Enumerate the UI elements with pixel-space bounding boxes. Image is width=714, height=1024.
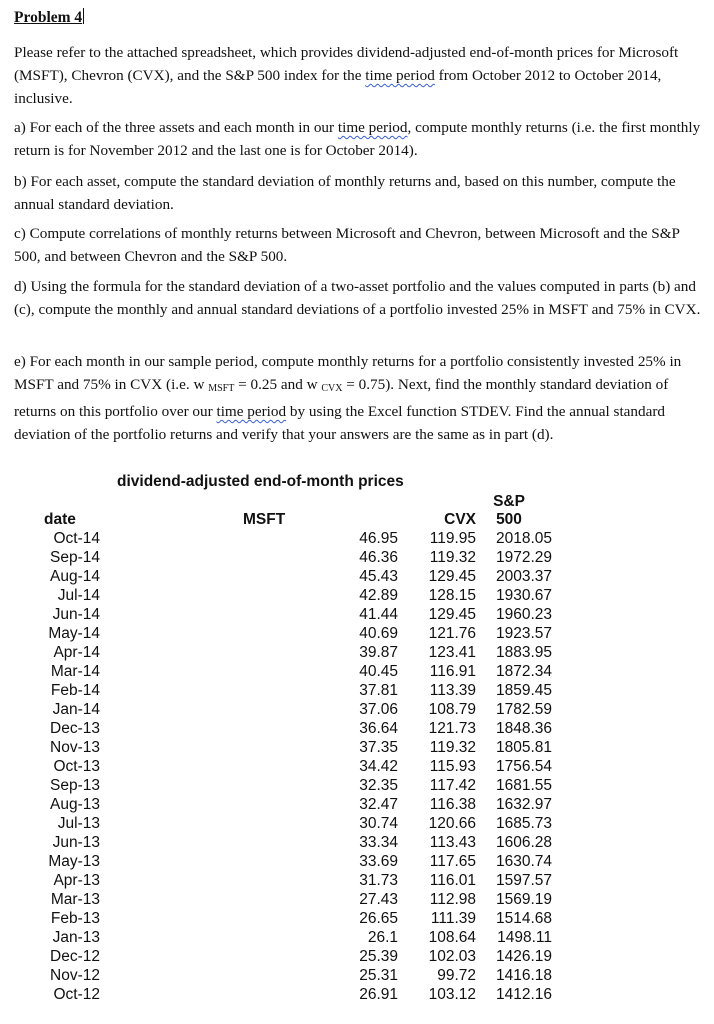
cell-date: May-14 xyxy=(48,625,100,642)
header-sp-line2: 500 xyxy=(496,511,522,528)
cell-sp500: 2003.37 xyxy=(495,568,552,585)
cell-cvx: 116.01 xyxy=(429,872,476,889)
cell-sp500: 1972.29 xyxy=(495,549,552,566)
header-sp-line1: S&P xyxy=(493,493,525,510)
cell-date: Apr-13 xyxy=(53,872,100,889)
intro-text-1: Please refer to the attached spreadsheet, which provides dividend-adjusted end-of-month prices for Microsoft (MSFT), Chevron (CVX), and the S&P 500 index for the xyxy=(14,44,679,84)
cell-sp500: 1756.54 xyxy=(495,758,552,775)
header-cvx: CVX xyxy=(444,511,476,528)
cell-cvx: 129.45 xyxy=(428,568,476,585)
cell-sp500: 1569.19 xyxy=(495,891,552,908)
cell-cvx: 112.98 xyxy=(429,891,476,908)
cell-cvx: 117.65 xyxy=(429,853,476,870)
cell-cvx: 121.73 xyxy=(428,720,476,737)
cell-cvx: 123.41 xyxy=(428,644,476,661)
cell-date: Jan-14 xyxy=(52,701,100,718)
cell-date: Mar-14 xyxy=(50,663,100,680)
cell-cvx: 113.39 xyxy=(429,682,476,699)
cell-date: Oct-13 xyxy=(53,758,100,775)
cell-date: Jan-13 xyxy=(52,929,100,946)
part-a-text-2: , compute monthly returns (i.e. the first monthly return is for November 2012 and the last one is for October 2014). xyxy=(14,119,701,159)
cell-msft: 25.39 xyxy=(359,948,398,965)
cell-sp500: 1426.19 xyxy=(495,948,552,965)
cell-cvx: 119.32 xyxy=(429,739,476,756)
cell-sp500: 1685.73 xyxy=(495,815,552,832)
cell-cvx: 108.64 xyxy=(428,929,476,946)
cell-msft: 39.87 xyxy=(359,644,398,661)
cell-msft: 45.43 xyxy=(359,568,398,585)
cell-msft: 32.35 xyxy=(359,777,398,794)
cell-msft: 36.64 xyxy=(359,720,398,737)
cell-date: Mar-13 xyxy=(50,891,100,908)
cell-date: Jun-13 xyxy=(52,834,100,851)
cell-date: Dec-13 xyxy=(50,720,100,737)
header-msft: MSFT xyxy=(243,511,286,528)
cell-date: Apr-14 xyxy=(53,644,100,661)
cell-msft: 25.31 xyxy=(359,967,398,984)
cell-msft: 37.06 xyxy=(359,701,398,718)
part-a-spellcheck-phrase: time period xyxy=(337,119,408,136)
cell-sp500: 1883.95 xyxy=(495,644,552,661)
cell-date: Nov-12 xyxy=(50,967,100,984)
cell-cvx: 116.91 xyxy=(429,663,476,680)
intro-spellcheck-phrase: time period xyxy=(365,67,435,84)
cell-cvx: 119.32 xyxy=(429,549,476,566)
cell-cvx: 129.45 xyxy=(428,606,476,623)
cell-sp500: 1498.11 xyxy=(497,929,552,946)
cell-sp500: 1632.97 xyxy=(495,796,552,813)
cell-sp500: 1597.57 xyxy=(495,872,552,889)
cell-date: Feb-13 xyxy=(50,910,100,927)
cell-msft: 26.65 xyxy=(359,910,398,927)
part-e-spellcheck-phrase: time period xyxy=(216,403,287,420)
cell-sp500: 1681.55 xyxy=(495,777,552,794)
cell-sp500: 1930.67 xyxy=(495,587,552,604)
cell-sp500: 1416.18 xyxy=(495,967,552,984)
cell-sp500: 1872.34 xyxy=(495,663,552,680)
cell-date: Aug-14 xyxy=(50,568,100,585)
cell-msft: 30.74 xyxy=(359,815,398,832)
cell-msft: 32.47 xyxy=(359,796,398,813)
cell-cvx: 116.38 xyxy=(429,796,476,813)
cell-cvx: 119.95 xyxy=(429,530,476,547)
cell-cvx: 103.12 xyxy=(428,986,476,1003)
part-e-text-2: = 0.25 and w xyxy=(234,376,322,393)
cell-sp500: 1606.28 xyxy=(495,834,552,851)
cell-msft: 26.91 xyxy=(359,986,398,1003)
cell-sp500: 1782.59 xyxy=(495,701,552,718)
cell-msft: 33.69 xyxy=(359,853,398,870)
cell-date: Oct-12 xyxy=(53,986,100,1003)
cell-sp500: 1630.74 xyxy=(495,853,552,870)
cell-msft: 40.69 xyxy=(359,625,398,642)
cell-date: Feb-14 xyxy=(50,682,100,699)
cell-sp500: 1960.23 xyxy=(495,606,552,623)
cell-sp500: 1514.68 xyxy=(495,910,552,927)
part-a-text-1: a) For each of the three assets and each month in our xyxy=(14,119,338,136)
cell-sp500: 1859.45 xyxy=(495,682,552,699)
part-c-paragraph: c) Compute correlations of monthly returns between Microsoft and Chevron, between Microsoft and the S&P 500, and between Chevron and the S&P 500. xyxy=(14,225,680,265)
cell-date: Jul-14 xyxy=(57,587,100,604)
cell-date: Aug-13 xyxy=(50,796,100,813)
cell-msft: 37.35 xyxy=(359,739,398,756)
cell-msft: 42.89 xyxy=(359,587,398,604)
cell-msft: 40.45 xyxy=(359,663,398,680)
cell-date: Jul-13 xyxy=(57,815,100,832)
cell-cvx: 115.93 xyxy=(429,758,476,775)
cell-cvx: 120.66 xyxy=(428,815,476,832)
cell-date: May-13 xyxy=(48,853,100,870)
part-e-text-1: e) For each month in our sample period, compute monthly returns for a portfolio consistently invested 25% in MSFT and 75% in CVX (i.e. w xyxy=(14,353,682,393)
cell-sp500: 1848.36 xyxy=(495,720,552,737)
cell-date: Sep-13 xyxy=(50,777,100,794)
part-d-paragraph: d) Using the formula for the standard deviation of a two-asset portfolio and the values computed in parts (b) and (c), compute the monthly and annual standard deviations of a portfolio invested 25% in MSFT and 75% in CVX. xyxy=(14,278,701,318)
cell-msft: 34.42 xyxy=(359,758,398,775)
cell-date: Jun-14 xyxy=(52,606,100,623)
cell-msft: 33.34 xyxy=(359,834,398,851)
table-caption: dividend-adjusted end-of-month prices xyxy=(117,473,404,490)
cell-cvx: 121.76 xyxy=(428,625,476,642)
cell-msft: 31.73 xyxy=(359,872,398,889)
part-e-text-4: by using the Excel function STDEV. Find the annual standard deviation of the portfolio returns and verify that your answers are the same as in part (d). xyxy=(14,403,665,443)
cell-sp500: 2018.05 xyxy=(495,530,552,547)
intro-text-2: from October 2012 to October 2014, inclusive. xyxy=(14,67,662,107)
cell-sp500: 1923.57 xyxy=(495,625,552,642)
cell-msft: 37.81 xyxy=(359,682,398,699)
cell-msft: 26.1 xyxy=(367,929,398,946)
cell-date: Oct-14 xyxy=(53,530,100,547)
cell-cvx: 111.39 xyxy=(430,910,476,927)
cell-cvx: 113.43 xyxy=(429,834,476,851)
cell-cvx: 117.42 xyxy=(429,777,476,794)
cell-date: Dec-12 xyxy=(50,948,100,965)
header-date: date xyxy=(44,511,76,528)
part-b-paragraph: b) For each asset, compute the standard deviation of monthly returns and, based on this number, compute the annual standard deviation. xyxy=(14,173,676,213)
cell-date: Nov-13 xyxy=(50,739,100,756)
cell-msft: 46.36 xyxy=(359,549,398,566)
cell-cvx: 108.79 xyxy=(428,701,476,718)
cell-msft: 46.95 xyxy=(359,530,398,547)
cell-cvx: 99.72 xyxy=(437,967,476,984)
part-e-text-3: = 0.75). Next, find the monthly standard deviation of returns on this portfolio over our xyxy=(14,376,669,420)
cell-sp500: 1412.16 xyxy=(495,986,552,1003)
w-cvx-subscript: CVX xyxy=(321,383,343,394)
cell-cvx: 102.03 xyxy=(428,948,476,965)
cell-date: Sep-14 xyxy=(50,549,100,566)
cell-cvx: 128.15 xyxy=(428,587,476,604)
cell-sp500: 1805.81 xyxy=(495,739,552,756)
cell-msft: 41.44 xyxy=(359,606,398,623)
w-msft-subscript: MSFT xyxy=(208,383,235,394)
cell-msft: 27.43 xyxy=(359,891,398,908)
problem-title-text: Problem 4 xyxy=(14,9,83,26)
